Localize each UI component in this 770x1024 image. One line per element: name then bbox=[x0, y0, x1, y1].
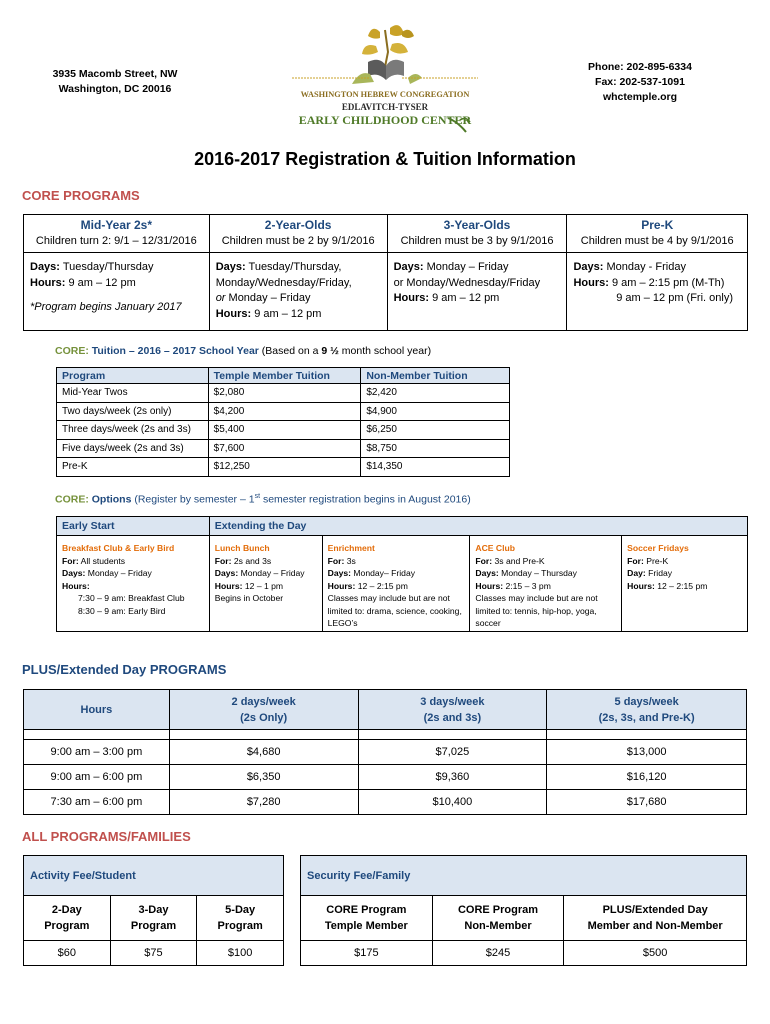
option-ace-club: ACE Club For: 3s and Pre-K Days: Monday – Thursday Hours: 2:15 – 3 pm Classes may include but are not limited to: tennis, hip-hop, yoga, soccer bbox=[470, 536, 622, 632]
page-title: 2016-2017 Registration & Tuition Information bbox=[194, 149, 576, 169]
tuition-header: Program bbox=[57, 368, 209, 384]
contact-block bbox=[580, 60, 700, 105]
core-midyear-details: Days: Tuesday/Thursday Hours: 9 am – 12 pm *Program begins January 2017 bbox=[24, 253, 210, 331]
core-three-details: Days: Monday – Friday or Monday/Wednesday/Friday Hours: 9 am – 12 pm bbox=[387, 253, 567, 331]
table-row: 7:30 am – 6:00 pm $7,280 $10,400 $17,680 bbox=[24, 790, 747, 815]
table-row: $60 $75 $100 bbox=[24, 941, 284, 966]
options-header-early-start: Early Start bbox=[57, 517, 210, 536]
option-breakfast-club: Breakfast Club & Early Bird For: All students Days: Monday – Friday Hours: 7:30 – 9 am: Breakfast Club 8:30 – 9 am: Early Bird bbox=[57, 536, 210, 632]
security-fee-table bbox=[300, 855, 747, 966]
options-header-extending: Extending the Day bbox=[209, 517, 747, 536]
website: whctemple.org bbox=[602, 91, 678, 103]
core-prek-details: Days: Monday - Friday Hours: 9 am – 2:15 pm (M-Th) 9 am – 12 pm (Fri. only) bbox=[567, 253, 748, 331]
core-col-name: Pre-K bbox=[567, 215, 748, 234]
activity-fee-col: 5-Day Program bbox=[197, 896, 284, 941]
core-col-eligibility: Children turn 2: 9/1 – 12/31/2016 bbox=[24, 234, 210, 253]
option-soccer-fridays: Soccer Fridays For: Pre-K Day: Friday Hours: 12 – 2:15 pm bbox=[622, 536, 748, 632]
activity-fee-col: 2-Day Program bbox=[24, 896, 111, 941]
core-programs-table bbox=[23, 214, 748, 331]
tuition-heading: CORE: Tuition – 2016 – 2017 School Year (Based on a 9 ½ month school year) bbox=[55, 345, 432, 357]
phone: Phone: 202-895-6334 bbox=[588, 61, 692, 73]
table-row: 9:00 am – 6:00 pm $6,350 $9,360 $16,120 bbox=[24, 765, 747, 790]
midyear-note: *Program begins January 2017 bbox=[30, 301, 182, 313]
options-heading: CORE: Options (Register by semester – 1st semester registration begins in August 2016) bbox=[55, 493, 471, 506]
extended-table bbox=[23, 689, 747, 815]
logo-line-3: EARLY CHILDHOOD CENTER bbox=[298, 113, 472, 127]
all-programs-heading: ALL PROGRAMS/FAMILIES bbox=[22, 829, 191, 844]
fax: Fax: 202-537-1091 bbox=[595, 76, 685, 88]
table-row: Mid-Year Twos $2,080 $2,420 bbox=[57, 384, 510, 403]
core-col-name: 3-Year-Olds bbox=[387, 215, 567, 234]
core-col-eligibility: Children must be 4 by 9/1/2016 bbox=[567, 234, 748, 253]
core-col-eligibility: Children must be 3 by 9/1/2016 bbox=[387, 234, 567, 253]
logo-line-2: EDLAVITCH-TYSER bbox=[341, 102, 429, 112]
security-fee-title: Security Fee/Family bbox=[301, 856, 747, 896]
security-fee-col: CORE Program Temple Member bbox=[301, 896, 433, 941]
address-line-2: Washington, DC 20016 bbox=[58, 83, 172, 95]
tuition-table bbox=[56, 367, 510, 477]
security-fee-col: CORE Program Non-Member bbox=[432, 896, 564, 941]
extended-header-hours: Hours bbox=[24, 690, 170, 730]
option-enrichment: Enrichment For: 3s Days: Monday– Friday Hours: 12 – 2:15 pm Classes may include but are not limited to: drama, science, cooking, LEGO’s bbox=[322, 536, 470, 632]
table-row: $175 $245 $500 bbox=[301, 941, 747, 966]
table-row: 9:00 am – 3:00 pm $4,680 $7,025 $13,000 bbox=[24, 740, 747, 765]
address-line-1: 3935 Macomb Street, NW bbox=[52, 68, 178, 80]
core-col-name: Mid-Year 2s* bbox=[24, 215, 210, 234]
options-table bbox=[56, 516, 748, 632]
logo-line-1: WASHINGTON HEBREW CONGREGATION bbox=[300, 90, 470, 99]
table-row: Three days/week (2s and 3s) $5,400 $6,250 bbox=[57, 421, 510, 440]
school-logo bbox=[290, 22, 480, 134]
table-row: Pre-K $12,250 $14,350 bbox=[57, 458, 510, 477]
extended-header: 3 days/week (2s and 3s) bbox=[358, 690, 547, 730]
activity-fee-col: 3-Day Program bbox=[110, 896, 197, 941]
security-fee-col: PLUS/Extended Day Member and Non-Member bbox=[564, 896, 747, 941]
core-col-eligibility: Children must be 2 by 9/1/2016 bbox=[209, 234, 387, 253]
tuition-header: Temple Member Tuition bbox=[208, 368, 361, 384]
core-two-details: Days: Tuesday/Thursday, Monday/Wednesday/Friday, or Monday – Friday Hours: 9 am – 12 pm bbox=[209, 253, 387, 331]
table-row: Two days/week (2s only) $4,200 $4,900 bbox=[57, 402, 510, 421]
activity-fee-title: Activity Fee/Student bbox=[24, 856, 284, 896]
core-col-name: 2-Year-Olds bbox=[209, 215, 387, 234]
activity-fee-table bbox=[23, 855, 284, 966]
core-programs-heading: CORE PROGRAMS bbox=[22, 188, 140, 203]
extended-heading: PLUS/Extended Day PROGRAMS bbox=[22, 662, 227, 677]
option-lunch-bunch: Lunch Bunch For: 2s and 3s Days: Monday – Friday Hours: 12 – 1 pm Begins in October bbox=[209, 536, 322, 632]
table-row: Five days/week (2s and 3s) $7,600 $8,750 bbox=[57, 439, 510, 458]
address-block bbox=[30, 67, 200, 97]
extended-header: 2 days/week (2s Only) bbox=[169, 690, 358, 730]
tuition-header: Non-Member Tuition bbox=[361, 368, 510, 384]
extended-header: 5 days/week (2s, 3s, and Pre-K) bbox=[547, 690, 747, 730]
